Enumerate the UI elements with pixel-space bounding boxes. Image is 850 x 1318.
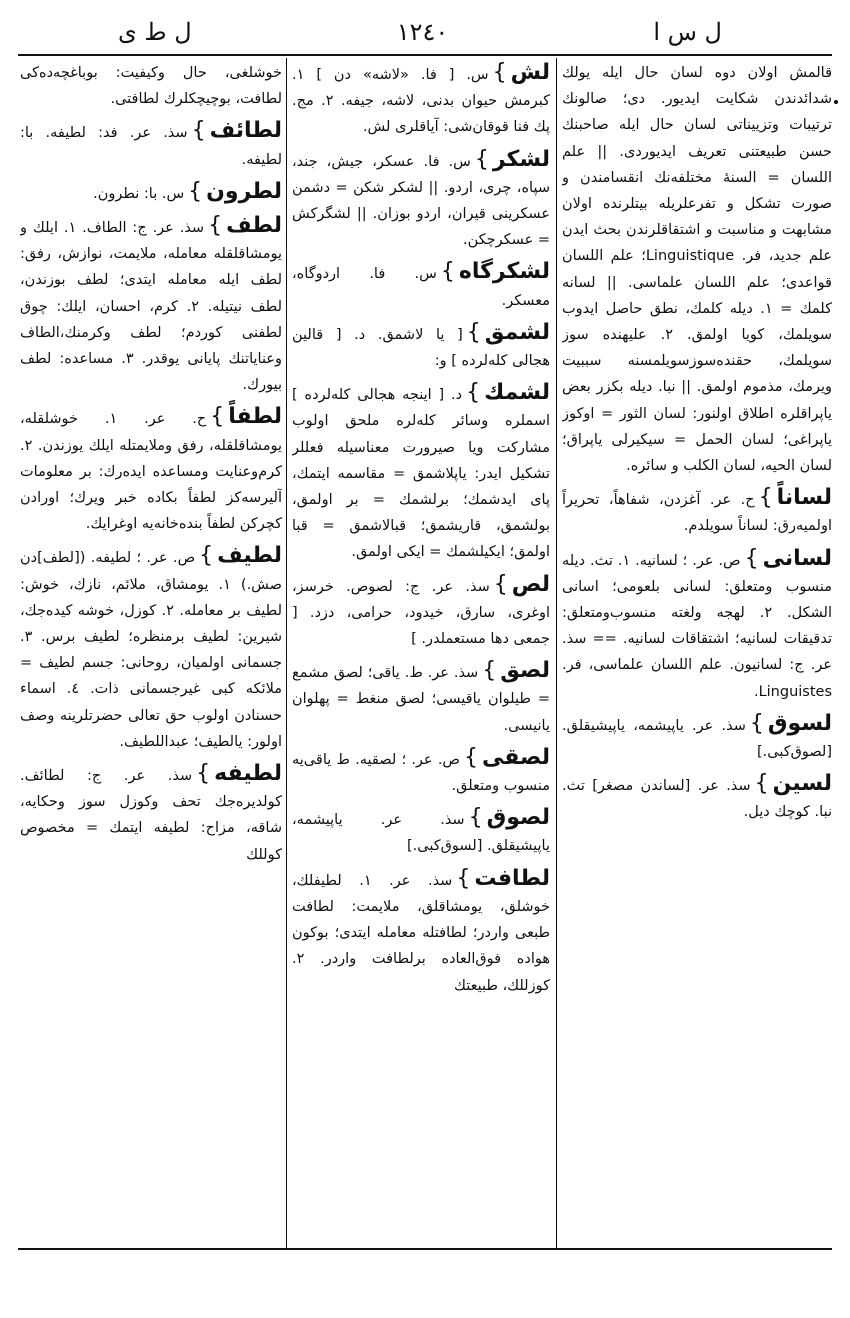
entry	[562, 485, 832, 539]
entry	[20, 213, 282, 398]
entry-text: ح. عر. آغزدن، شفاهاً، تحریراً اولمیه‌رق: لساناً سویلدم.	[562, 492, 832, 535]
entry-text: سذ. عر. یاپیشمه، یاپیشیقلق. [لصوق‌كبی.]	[562, 717, 832, 761]
brace-icon: }	[754, 771, 769, 797]
entry	[20, 404, 282, 537]
headword: لطیفه	[214, 761, 282, 787]
headword: لش	[510, 60, 550, 85]
entry	[292, 259, 550, 313]
entry-text: خوشلغی، حال وكیفیت: بوباغچه‌ده‌كی لطافت، بوچیچكلرك لطافتی.	[20, 65, 282, 108]
brace-icon: }	[196, 761, 211, 787]
margin-dot	[834, 100, 838, 104]
entry-text: س. فا. عسكر، جیش، جند، سپاه، چری، اردو. || لشكر شكن = دشمن عسكرینی قیران، اردو بوزان. || لشگركش = عسكرچكن.	[292, 153, 550, 249]
column-divider	[286, 58, 287, 1248]
entry	[292, 658, 550, 739]
entry-text: ص. عر. ؛ لصقیه. ط یاقی‌یه منسوب ومتعلق.	[292, 751, 550, 795]
headword: لصق	[500, 658, 550, 684]
headword: لصوق	[486, 805, 550, 831]
headword: لصقی	[481, 744, 550, 770]
entry-text: سذ. عر. ج: لصوص. خرسز، اوغری، سارق، خیدود، حرامی، دزد. [ جمعی دها مستعملدر. ]	[292, 578, 550, 648]
headword: لص	[511, 571, 550, 597]
brace-icon: }	[468, 805, 483, 831]
headword: لطائف	[209, 118, 282, 144]
entry	[292, 380, 550, 565]
headword: لساناً	[776, 485, 832, 511]
entry-text: سذ. عر. ج: لطائف. كولدیره‌جك تحف وكوزل سوز وحكایه، شاقه، مزاح: لطیفه ایتمك = مخصوص كوللك	[20, 768, 282, 863]
brace-icon: }	[210, 404, 225, 430]
brace-icon: }	[466, 319, 481, 345]
headword: لسین	[772, 771, 832, 797]
entry-text: ص. عر. ؛ لطیفه. ([لطف]دن صش.) ١. یومشاق، ملائم، نازك، خوش: لطیف بر معامله. ٢. كوزل، خوشه كیده‌جك، شیرین: لطیف برمنظره؛ لطیف برس. ٣. جسمانی اولمیان، روحانی: جسم لطیف = ملائكه كبی غیرجسمانی ذات. ٤. اسماء حسنادن اولوب حق تعالی حضرتلرینه وصف اولور: یالطیف؛ عبداللطیف.	[20, 550, 282, 750]
headword: لشكرگاه	[458, 259, 550, 285]
headword: لطرون	[206, 178, 282, 204]
entry-text: سذ. عر. ١. لطیفلك، خوشلق، یومشاقلق، ملایمت: لطافت طبعی واردر؛ لطافتله معامله ایتدی؛ بوكون هواده فوق‌العاده برلطافت واردر. ٢. كوزللك، طبیعتك	[292, 872, 550, 994]
page-number: ١٢٤٠	[396, 18, 449, 46]
entry-text: س. [ فا. «لاشه» دن ] ١. كبرمش حیوان بدنی، لاشه، جیفه. ٢. مج. پك فنا قوقان‌شی: آیاقلری لش.	[292, 67, 550, 136]
brace-icon: }	[456, 865, 471, 891]
headword: لطف	[226, 213, 282, 239]
entry	[20, 543, 282, 755]
entry-text: ص. عر. ؛ لسانیه. ١. تث. دیله منسوب ومتعلق: لسانی بلعومی؛ اسانی الشكل. ٢. لهجه ولغته منسوب‌ومتعلق: تدقیقات لسانیه؛ اشتقاقات لسانیه. == سذ. عر. ج: لسانیون. علم اللسان علماسی، فر. Linguistes.	[562, 552, 832, 700]
entry-text: قالمش اولان دوه لسان حال ایله یولك شدائدندن شكایت ایدیور. دی؛ صالونك ترتیبات وتزییناتی لسان حال ایله صاحبنك حسن طبیعتنی تعریف ایدیوردی. || علم اللسان = السنهٔ مختلفه‌نك انقسامندن و صورت تشكل و تفرعلریله بیتلرنده اولان مشابهت و مناسبت و اشتقاقلرندن بحث ایدن علم جدید، فر. Linguistique؛ علم اللسان قواعدی؛ علم اللسان علماسی. || لسانه كلمك = ١. دیله كلمك، نطق حاصل ایدوب سویلمك، كویا اولمق. ٢. علیهنده سوز سویلمك، حقنده‌سوزسویلمسنه سببیت ویرمك، مذموم اولمق. || نبا. دیله بكزر بعض یاپراقلره اطلاق اولنور: لسان الثور = اوكوز یاپراغی؛ لسان الحمل = سیكیرلی یاپراق؛ لسان الحیه، لسان الكلب و سائره.	[562, 65, 832, 475]
brace-icon: }	[474, 146, 489, 172]
brace-icon: }	[493, 571, 508, 597]
entry-text: د. [ اینجه هجالی كله‌لرده ] اسملره وسائر كله‌لره ملحق اولوب مشاركت ویا صیرورت معناسیله فعللر تشكیل ایدر: یاپلاشمق = مقاسمه ایتمك، پای ایدشمك؛ برلشمك = بر اولمق، بولشمق، قاریشمق؛ قبالاشمق = قبا اولمق؛ ایكیلشمك = ایكی اولمق.	[292, 387, 550, 561]
entry	[292, 572, 550, 653]
entry	[20, 761, 282, 868]
column-divider	[556, 58, 557, 1248]
headword: لطفاً	[228, 404, 282, 430]
entry	[292, 805, 550, 859]
headword: لطافت	[474, 865, 550, 891]
entry-text: سذ. عر. ج: الطاف. ١. ایلك و یومشاقلقله معامله، ملایمت، نوازش، رفق: لطف ایله معامله ایتدی؛ لطف بوزندن، لطف نیتیله. ٢. كرم، احسان، ایلك: چوق لطفنی كوردم؛ لطف وكرمنك،الطاف وعنایاتنك پایانی یوقدر. ٣. مساعده: لطف بیورك.	[20, 220, 282, 394]
brace-icon: }	[191, 118, 206, 144]
entry-text: ح. عر. ١. خوشلقله، یومشاقلقله، رفق وملایمتله ایلك یوزندن. ٢. كرم‌وعنایت ومساعده ایده‌رك: بر معلومات آلیرسه‌كز لطفاً بكاده خبر ویرك؛ اورادن كچركن لطفاً بنده‌خانه‌یه اوغرایك.	[20, 411, 282, 533]
headword: لشكر	[492, 146, 550, 172]
column-left	[20, 60, 282, 1240]
entry	[292, 745, 550, 799]
entry	[20, 118, 282, 172]
brace-icon: }	[208, 213, 223, 239]
brace-icon: }	[199, 543, 214, 569]
brace-icon: }	[440, 259, 455, 285]
brace-icon: }	[463, 744, 478, 770]
brace-icon: }	[188, 178, 203, 204]
header-rule	[18, 54, 832, 56]
entry-text: [ یا لاشمق. د. [ قالین هجالی كله‌لرده ] و:	[292, 326, 550, 370]
footer-rule	[18, 1248, 832, 1250]
entry	[562, 546, 832, 705]
headword: لشمق	[484, 319, 550, 345]
entry-text: س. فا. اردوگاه، معسكر.	[292, 266, 550, 309]
headword: لسانی	[762, 545, 832, 571]
page-header	[18, 10, 832, 54]
entry	[20, 179, 282, 207]
entry-text: س. با: نطرون.	[93, 185, 185, 202]
column-right	[562, 60, 832, 1240]
headword: لسوق	[767, 710, 832, 736]
entry-text: سذ. عر. ط. یاقی؛ لصق مشمع = طیلوان یاقیسی؛ لصق منغط = پهلوان یانیسی.	[292, 665, 550, 734]
column-middle	[292, 60, 550, 1240]
entry	[562, 711, 832, 765]
entry	[292, 147, 550, 254]
brace-icon: }	[482, 658, 497, 684]
entry	[562, 771, 832, 825]
entry	[292, 866, 550, 999]
brace-icon: }	[744, 545, 759, 571]
entry	[292, 60, 550, 141]
brace-icon: }	[749, 710, 764, 736]
entry	[562, 60, 832, 479]
brace-icon: }	[758, 485, 773, 511]
headword: لشمك	[484, 380, 550, 406]
header-left: ل ط ى	[118, 18, 192, 46]
headword: لطیف	[217, 543, 282, 569]
brace-icon: }	[466, 380, 481, 406]
entry-text: سذ. عر. فد: لطیفه. با: لطیفه.	[20, 125, 282, 168]
entry-text: سذ. عر. یاپیشمه، یاپیشیقلق. [لسوق‌كبی.]	[292, 812, 550, 855]
brace-icon: }	[492, 60, 507, 85]
entry-text: سذ. عر. [لساندن مصغر] تث. نبا. كوچك دیل.	[562, 778, 832, 821]
entry	[292, 320, 550, 374]
header-right: ل س ا	[653, 18, 722, 46]
entry	[20, 60, 282, 112]
